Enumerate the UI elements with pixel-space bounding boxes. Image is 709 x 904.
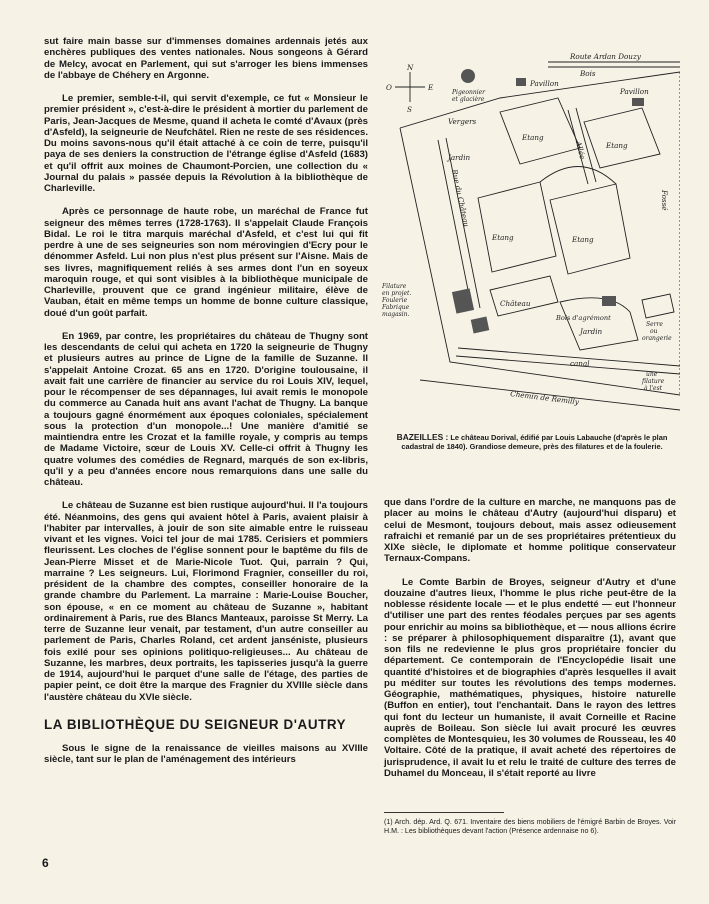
canal-line-1 <box>458 348 680 366</box>
map-drawing <box>380 50 680 422</box>
label-pigeonnier: Pigeonnier <box>452 89 486 96</box>
label-filature-4: Fabrique <box>382 304 410 311</box>
jardin-mark <box>602 296 616 306</box>
filature-mark <box>452 288 474 313</box>
label-jardin-left: Jardin <box>448 153 471 162</box>
label-canal: canal <box>570 359 590 368</box>
etang-shape-1 <box>500 98 580 164</box>
pavillon-top-mark <box>516 78 526 86</box>
label-filature-2: en projet. <box>382 290 412 297</box>
label-filature-est-3: à l'est <box>644 385 663 392</box>
compass-o: O <box>386 83 392 92</box>
label-route: Route Ardan Douzy <box>570 52 641 61</box>
label-filature-1: Filature <box>382 283 407 290</box>
cadastral-map <box>380 50 680 422</box>
label-etang-2: Etang <box>606 141 628 150</box>
pigeonnier-mark <box>461 69 475 83</box>
label-pavillon-right: Pavillon <box>620 87 649 96</box>
pavillon-right-mark <box>632 98 644 106</box>
serre-outline <box>642 294 674 318</box>
chateau-outline <box>490 276 558 316</box>
right-column <box>384 497 676 791</box>
paragraph-2: Le premier, semble-t-il, qui servit d'exemple, ce fut « Monsieur le premier président », c'est-à-dire le président à mortier du parlement de Paris, Jean-Jacques de Mesme, quand il acheta le comté d'Avaux (près d'Asfeld), la seigneurie de Neufchâtel. Rien ne reste de ses résidences. Du moins savons-nous qu'il était attaché à ce coin de terre, puisqu'il paya de ses deniers la construction de l'étrange église d'Asfeld (1683) et qu'il offrit aux moines de Chaumont-Porcien, une collection du « Journal du palais » passée depuis la Révolution à la bibliothèque de Charleville. <box>44 93 368 194</box>
label-filature-5: magasin. <box>382 311 410 318</box>
paragraph-3: Après ce personnage de haute robe, un maréchal de France fut seigneur des mêmes terres (1728-1763). Il s'appelait Claude François Bidal. Le roi le titra marquis maréchal d'Asfeld, et c'est lui qui fit perdre à une de ses seigneuries son nom mérovingien d'Ecry pour le dénommer Asfeld. Lui non plus n'est plus présent sur l'Aisne. Mais de ses livres, magnifiquement reliés à ses armes dont l'un en soyeux maroquin rouge, et qui sont visibles à la bibliothèque municipale de Charleville, prouvent que ce grand ingénieur militaire, élève de Vauban, était en même temps un homme de bonne culture classique, doué d'un goût parfait. <box>44 206 368 319</box>
paragraph-6: Sous le signe de la renaissance de vieilles maisons au XVIIIe siècle, tant sur le plan de l'aménagement des intérieurs <box>44 742 368 765</box>
label-filature-est-2: filature <box>642 378 665 385</box>
etang-shape-3 <box>478 182 556 272</box>
right-paragraph-1: que dans l'ordre de la culture en marche, ne manquons pas de placer au moins le château d'Autry (aujourd'hui disparu) et celui de Mesmont, toujours debout, mais assez odieusement rafraichi et remanié par un de ses propriétaires prétentieux du XIXe siècle, le diplomate et homme politique conservateur Ternaux-Compans. <box>384 497 676 565</box>
etang-shape-2 <box>584 108 660 168</box>
label-bois: Bois <box>580 69 596 78</box>
paragraph-1: sut faire main basse sur d'immenses domaines ardennais jetés aux enchères publiques des ventes nationales. Nous songeons à Gérard de Melcy, avocat en Parlement, qui sut s'arroger les biens immenses de l'abbaye de Chéhery en Argonne. <box>44 36 368 81</box>
label-chemin: Chemin de Remilly <box>509 389 580 407</box>
label-chateau: Château <box>500 299 531 308</box>
paragraph-5: Le château de Suzanne est bien rustique aujourd'hui. Il l'a toujours été. Néanmoins, des gens qui avaient hôtel à Paris, avaient plaisir à l'habiter par intervalles, à jouir de son site aimable entre le ruisseau vivant et les vignes. Voici tel jour de mai 1785. Cerisiers et pommiers fleurissent. Les cloches de l'église sonnent pour le baptême du fils de Jean-Pierre Misset et de Marie-Nicole Tuot. Qui, parrain ? Qui, marraine ? Les seigneurs. Lui, Florimond Fragnier, conseiller du roi, président de la chambre des comptes, conseiller honoraire de la grande chambre du Parlement. La marraine : Marie-Louise Boucher, son épouse, « en ce moment au château de Suzanne », habitant ordinairement à Paris, rue des Blancs Manteaux, paroisse St Merry. La terre de Suzanne leur venait, par testament, d'un autre conseiller au parlement de Paris, Charles Roland, cet ardent janséniste, plusieurs fois exilé pour ses opinions politiquo-religieuses... Au château de Suzanne, les marbres, deux portraits, les tapisseries jusqu'à la guerre de 1914, aujourd'hui le parquet d'une salle de l'étage, des parties de papier peint, ce doit être la marque des Fragnier du XVIIIe siècle dans l'austère château du XVIe siècle. <box>44 500 368 703</box>
label-bois-dagremont: Bois d'agrémont <box>556 314 611 322</box>
etang-shape-4 <box>550 184 630 274</box>
map-caption <box>384 433 680 451</box>
label-rue: Rue du Château <box>450 168 472 228</box>
page-number: 6 <box>42 856 49 870</box>
label-fosse: Fossé <box>660 190 669 211</box>
label-filature-est-1: une <box>646 371 658 378</box>
label-pigeonnier-2: et glacière <box>452 96 485 103</box>
jardin-outline <box>560 298 638 350</box>
compass-n: N <box>407 63 414 72</box>
paragraph-4: En 1969, par contre, les propriétaires du château de Thugny sont les descendants de celui qui acheta en 1720 la seigneurie de Thugny et plusieurs autres au prince de Ligne de la famille de Suzanne. Il s'appelait Antoine Crozat. 65 ans en 1720. D'origine toulousaine, il avait fait une carrière de financier au service du roi Louis XIV, lequel, pour le récompenser de ses dépannages, lui avait remis le monopole du commerce au Canada huit ans avant l'achat de Thugny. La banque a toujours gagné énormément aux époques coloniales, spécialement sous la protection d'un monopole...! Une manière d'amitié se maintiendra entre les Crozat et la famille royale, y compris au temps de Madame Victoire, sœur de Louis XV. Celle-ci offrit à Thugny les quatre volumes des comédies de Regnard, marqués de son ex-libris, qu'il y a peu d'années encore nous remarquions dans une salle du château. <box>44 330 368 488</box>
label-allee: Allée <box>574 140 588 161</box>
label-serre-2: ou <box>650 328 658 335</box>
label-serre-1: Serre <box>646 321 663 328</box>
label-serre-3: orangerie <box>642 335 672 342</box>
label-etang-1: Etang <box>522 133 544 142</box>
compass-e: E <box>428 83 434 92</box>
right-paragraph-2: Le Comte Barbin de Broyes, seigneur d'Autry et d'une douzaine d'autres lieux, l'homme le plus riche peut-être de la noblesse résidente locale — et le plus endetté — eut l'honneur d'utiliser une part des rentes féodales perçues par ses agents pour enrichir au moins sa bibliothèque, et — nous allions écrire : se préparer à philosophiquement disparaître (1), avant que son fils ne redevienne le plus gros propriétaire foncier du département. Ce contemporain de l'Encyclopédie lisait une quantité d'histoires et de biographies d'après lesquelles il avait pu méditer sur toutes les révolutions des temps modernes. Géographie, mathématiques, physiques, histoire naturelle (Buffon en entier), tout l'enchantait. Dans le rayon des lettres qui font du lecteur un humaniste, il avait Corneille et Racine auprès de Boileau. Son siècle lui avait procuré les œuvres complètes de Montesquieu, les 30 volumes de Rousseau, les 40 Voltaire. Côté de la pratique, il avait acheté des répertoires de jurisprudence, il avait lu et relu le traité de culture des terres de Duhamel du Monceau, il s'était reporté au livre <box>384 576 676 779</box>
label-etang-3: Etang <box>492 233 514 242</box>
label-filature-3: Foulerie <box>382 297 408 304</box>
foulerie-mark <box>471 316 490 333</box>
label-etang-4: Etang <box>572 235 594 244</box>
left-column <box>44 36 368 777</box>
footnote: (1) Arch. dép. Ard. Q. 671. Inventaire des biens mobiliers de l'émigré Barbin de Broyes. Voir H.M. : Les bibliothèques devant l'action (Présence ardennaise no 6). <box>384 818 676 835</box>
caption-text: Le château Dorival, édifié par Louis Labauche (d'après le plan cadastral de 1840). Grandiose demeure, près des filatures et de la foulerie. <box>401 433 668 451</box>
label-vergers: Vergers <box>448 117 477 126</box>
footnote-rule <box>384 812 504 813</box>
label-pavillon-top: Pavillon <box>530 79 559 88</box>
allee-curve <box>540 166 616 184</box>
caption-lead: BAZEILLES : <box>396 432 449 442</box>
section-heading: LA BIBLIOTHÈQUE DU SEIGNEUR D'AUTRY <box>44 716 347 732</box>
compass-s: S <box>407 105 412 114</box>
label-jardin-bottom: Jardin <box>580 327 603 336</box>
